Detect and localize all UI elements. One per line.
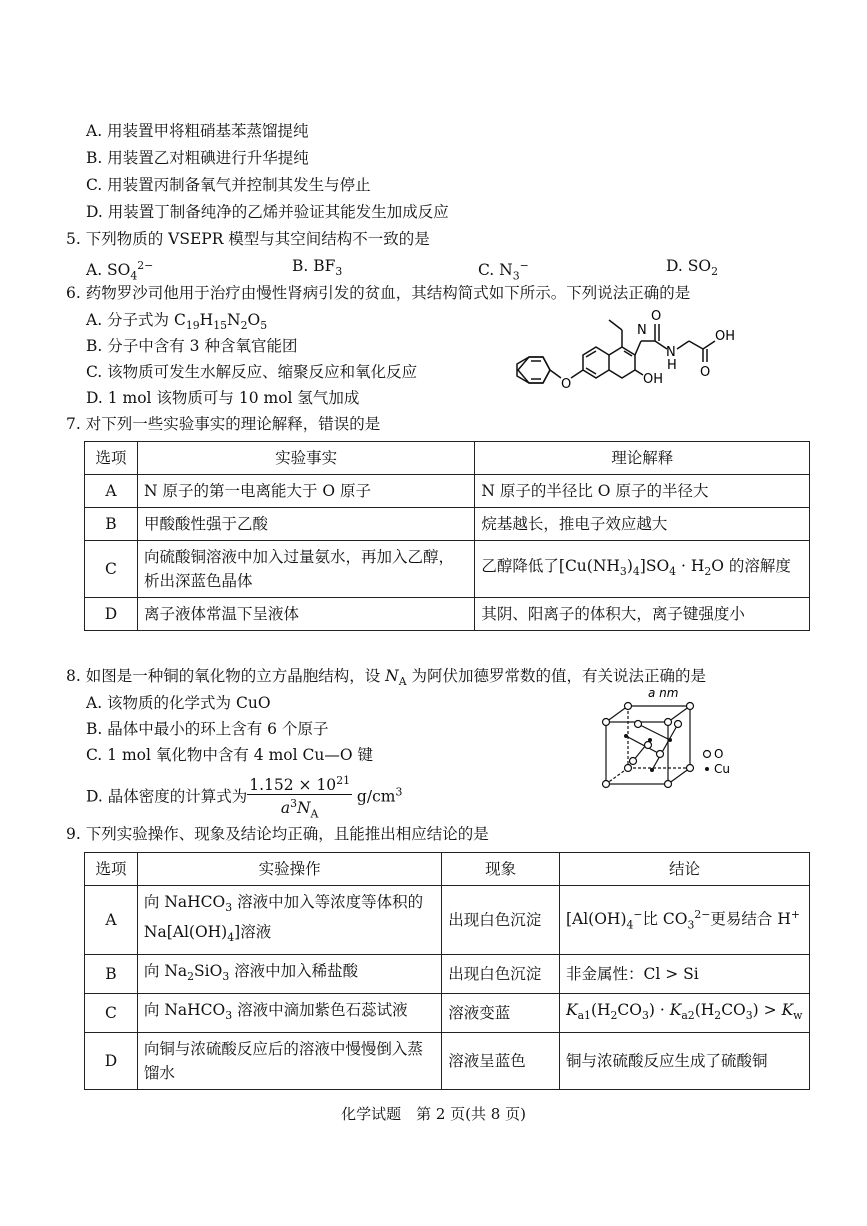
amide-hydrogen-label: H bbox=[667, 358, 677, 373]
table-row bbox=[85, 508, 810, 541]
row-option: B bbox=[85, 955, 138, 994]
row-conclusion: 非金属性：Cl > Si bbox=[559, 955, 809, 994]
table-row bbox=[85, 475, 810, 508]
row-phenomenon: 出现白色沉淀 bbox=[442, 886, 560, 955]
table-header-row bbox=[85, 853, 810, 886]
q7-stem: 7. 对下列一些实验事实的理论解释，错误的是 bbox=[66, 415, 381, 433]
q8-option-b: B. 晶体中最小的环上含有 6 个原子 bbox=[86, 720, 329, 738]
q8-option-d: D. 晶体密度的计算式为 $\frac{1.152 \times 10^{21}}{a^3N_A}$ $g/cm^3$ bbox=[86, 772, 402, 823]
ring-oh-label: OH bbox=[643, 372, 664, 387]
q4-option-a: A. 用装置甲将粗硝基苯蒸馏提纯 bbox=[86, 122, 309, 140]
table-row bbox=[85, 541, 810, 598]
q4-option-d: D. 用装置丁制备纯净的乙烯并验证其能发生加成反应 bbox=[86, 203, 449, 221]
row-option: D bbox=[85, 1033, 138, 1090]
acid-oh-label: OH bbox=[715, 329, 736, 344]
row-operation: 向 NaHCO$_3$ 溶液中加入等浓度等体积的 $Na[Al(OH)_4]$溶液 bbox=[137, 886, 441, 955]
row-phenomenon: 出现白色沉淀 bbox=[442, 955, 560, 994]
q5-stem: 5. 下列物质的 VSEPR 模型与其空间结构不一致的是 bbox=[66, 230, 430, 248]
oxygen-legend-label: O bbox=[714, 747, 724, 761]
row-theory: 其阴、阳离子的体积大，离子键强度小 bbox=[475, 598, 810, 631]
row-theory: N 原子的半径比 O 原子的半径大 bbox=[475, 475, 810, 508]
acid-oxygen-label: O bbox=[700, 365, 711, 380]
q4-option-c: C. 用装置丙制备氧气并控制其发生与停止 bbox=[86, 176, 371, 194]
row-phenomenon: 溶液变蓝 bbox=[442, 994, 560, 1033]
table-row bbox=[85, 886, 810, 955]
q7-table bbox=[84, 441, 810, 631]
row-fact: 向硫酸铜溶液中加入过量氨水，再加入乙醇，析出深蓝色晶体 bbox=[137, 541, 474, 598]
q5-option-c: C. $N_3^-$ bbox=[478, 259, 529, 283]
header-phenomenon: 现象 bbox=[442, 853, 560, 886]
q5-option-b: B. $BF_3$ bbox=[292, 257, 343, 279]
header-option: 选项 bbox=[85, 442, 138, 475]
row-conclusion: [$Al(OH)_4^-$比 $CO_3^{2-}$更易结合 H+ bbox=[559, 886, 809, 955]
copper-legend-label: Cu bbox=[714, 762, 730, 776]
q6-option-a: A. 分子式为 $C_{19}H_{15}N_2O_5$ bbox=[86, 311, 268, 333]
edge-length-label: a nm bbox=[648, 686, 679, 700]
page-footer: 化学试题 第 2 页(共 8 页) bbox=[341, 1105, 526, 1123]
row-operation: 向 $Na_2SiO_3$ 溶液中加入稀盐酸 bbox=[137, 955, 441, 994]
table-row bbox=[85, 598, 810, 631]
q8-option-c: C. 1 mol 氧化物中含有 4 mol Cu—O 键 bbox=[86, 746, 373, 764]
row-fact: 甲酸酸性强于乙酸 bbox=[137, 508, 474, 541]
q9-table bbox=[84, 852, 810, 1090]
table-row bbox=[85, 1033, 810, 1090]
row-option: D bbox=[85, 598, 138, 631]
table-row bbox=[85, 955, 810, 994]
q5-option-d: D. $SO_2$ bbox=[666, 257, 718, 279]
crystal-cell-figure bbox=[588, 684, 748, 799]
q6-option-c: C. 该物质可发生水解反应、缩聚反应和氧化反应 bbox=[86, 363, 418, 381]
header-theory: 理论解释 bbox=[475, 442, 810, 475]
q6-option-b: B. 分子中含有 3 种含氧官能团 bbox=[86, 337, 298, 355]
table-header-row bbox=[85, 442, 810, 475]
q6-stem: 6. 药物罗沙司他用于治疗由慢性肾病引发的贫血，其结构简式如下所示。下列说法正确的是 bbox=[66, 284, 691, 302]
row-theory: 乙醇降低了$[Cu(NH_3)_4]SO_4 \cdot H_2O$ 的溶解度 bbox=[475, 541, 810, 598]
row-option: A bbox=[85, 886, 138, 955]
header-conclusion: 结论 bbox=[559, 853, 809, 886]
q8-option-a: A. 该物质的化学式为 CuO bbox=[86, 694, 271, 712]
carbonyl-oxygen-label: O bbox=[651, 309, 662, 324]
row-conclusion: $K_{a1}(H_2CO_3) \cdot K_{a2}(H_2CO_3) > K_w$ bbox=[559, 994, 809, 1033]
row-option: C bbox=[85, 994, 138, 1033]
row-fact: N 原子的第一电离能大于 O 原子 bbox=[137, 475, 474, 508]
header-fact: 实验事实 bbox=[137, 442, 474, 475]
row-phenomenon: 溶液呈蓝色 bbox=[442, 1033, 560, 1090]
amide-nitrogen-label: N bbox=[666, 345, 676, 360]
q5-option-a: A. $SO_4^{2-}$ bbox=[86, 259, 154, 283]
q6-option-d: D. 1 mol 该物质可与 10 mol 氢气加成 bbox=[86, 389, 360, 407]
table-row bbox=[85, 994, 810, 1033]
q9-stem: 9. 下列实验操作、现象及结论均正确，且能推出相应结论的是 bbox=[66, 825, 489, 843]
header-operation: 实验操作 bbox=[137, 853, 441, 886]
row-option: B bbox=[85, 508, 138, 541]
row-fact: 离子液体常温下呈液体 bbox=[137, 598, 474, 631]
row-conclusion: 铜与浓硫酸反应生成了硫酸铜 bbox=[559, 1033, 809, 1090]
q4-option-b: B. 用装置乙对粗碘进行升华提纯 bbox=[86, 149, 309, 167]
roxadustat-structure bbox=[505, 300, 775, 410]
density-fraction: $\frac{1.152 \times 10^{21}}{a^3N_A}$ bbox=[249, 774, 350, 821]
row-operation: 向 NaHCO$_3$ 溶液中滴加紫色石蕊试液 bbox=[137, 994, 441, 1033]
row-theory: 烷基越长，推电子效应越大 bbox=[475, 508, 810, 541]
row-operation: 向铜与浓硫酸反应后的溶液中慢慢倒入蒸馏水 bbox=[137, 1033, 441, 1090]
row-option: C bbox=[85, 541, 138, 598]
oxygen-legend-icon bbox=[704, 751, 711, 758]
header-option: 选项 bbox=[85, 853, 138, 886]
ring-nitrogen-label: N bbox=[637, 323, 647, 338]
q8-stem: 8. 如图是一种铜的氧化物的立方晶胞结构，设 $N_A$ 为阿伏加德罗常数的值，有关说法正确的是 bbox=[66, 667, 706, 689]
row-option: A bbox=[85, 475, 138, 508]
copper-legend-icon bbox=[705, 767, 709, 771]
ether-oxygen-label: O bbox=[561, 377, 572, 392]
